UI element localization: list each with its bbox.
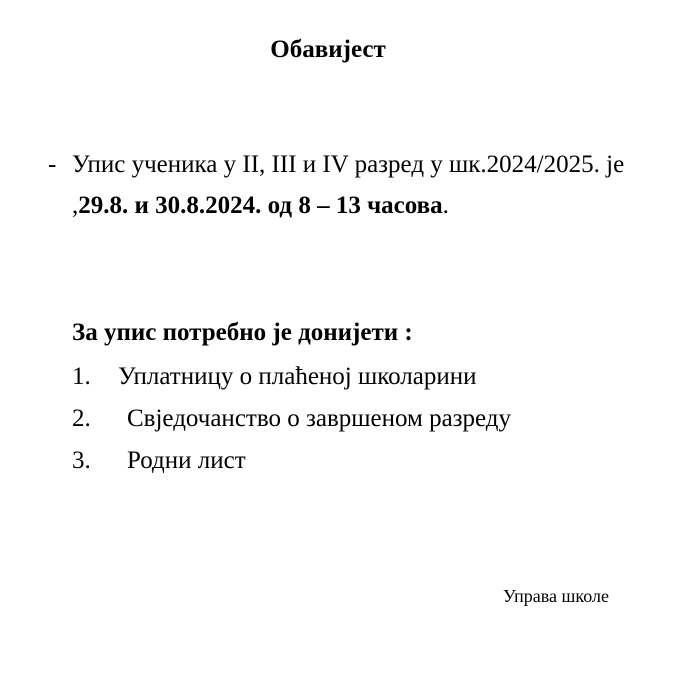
notice-text: [72, 144, 648, 226]
page-title: Обавијест: [270, 36, 386, 63]
list-item-number: 3.: [72, 447, 91, 474]
list-item: [72, 398, 511, 440]
list-item: [72, 440, 511, 482]
list-item-label: Уплатницу о плаћеној школарини: [118, 363, 477, 390]
enrollment-notice: [48, 144, 648, 226]
list-item-label: Родни лист: [127, 447, 246, 474]
requirements-list: [72, 356, 511, 482]
notice-text-end: .: [442, 192, 449, 219]
notice-dates: 29.8. и 30.8.2024. од 8 – 13 часова: [78, 192, 443, 219]
list-item-number: 1.: [72, 363, 91, 390]
requirements-heading: За упис потребно је донијети :: [72, 319, 413, 346]
list-item-number: 2.: [72, 405, 91, 432]
list-item-label: Свједочанство о завршеном разреду: [127, 405, 512, 432]
notice-bullet: -: [48, 151, 57, 178]
signature: Управа школе: [503, 586, 609, 606]
notice-text-plain: Упис ученика у II, III и IV разред у шк.2024/2025. је ,: [72, 151, 625, 219]
list-item: [72, 356, 511, 398]
